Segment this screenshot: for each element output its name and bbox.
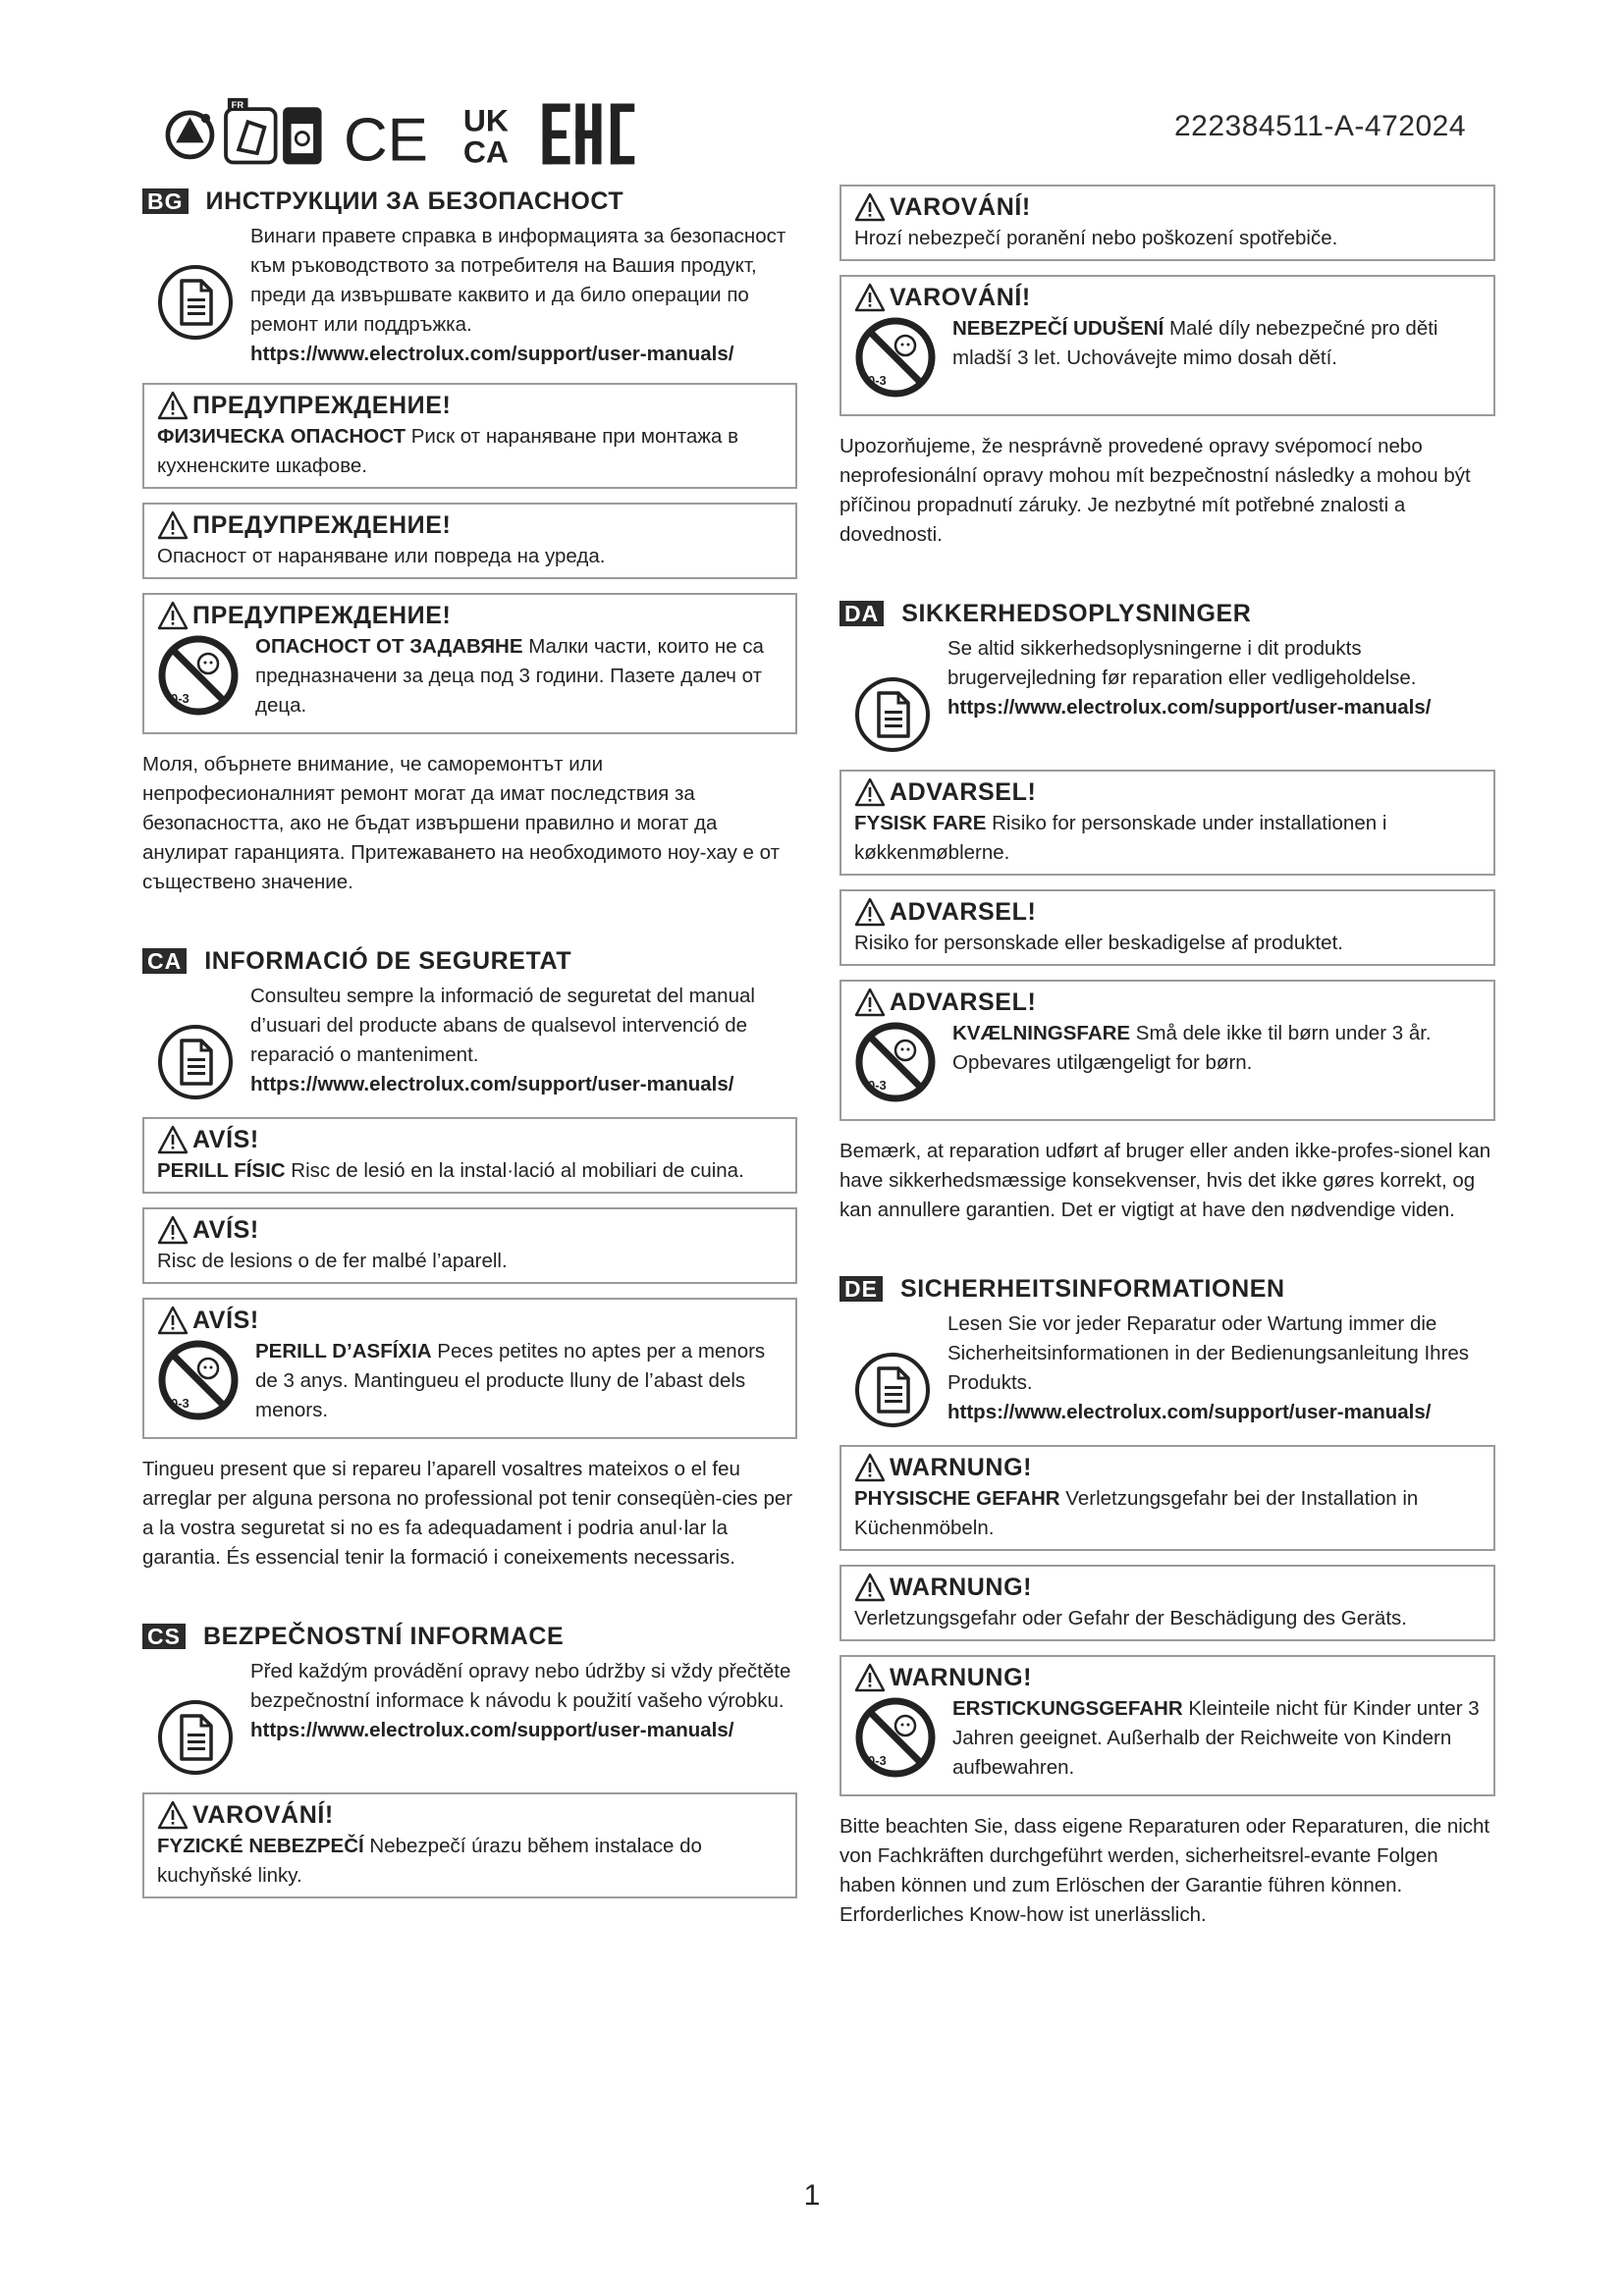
svg-text:0-3: 0-3 [171,1396,189,1411]
warning-text [157,1832,783,1891]
warning-title: ПРЕДУПРЕЖДЕНИЕ! [192,511,452,539]
warning-box [142,383,797,489]
warning-box [142,593,797,734]
warning-title: ADVARSEL! [890,778,1037,806]
warning-text [157,422,783,481]
warning-title: VAROVÁNÍ! [890,284,1031,311]
manual-text: Před každým provádění opravy nebo údržby si vždy přečtěte bezpečnostní informace k návodu k použití vašeho výrobku. [250,1660,791,1712]
svg-text:0-3: 0-3 [171,691,189,706]
warning-description: Kleinteile nicht für Kinder unter 3 Jahren geeignet. Außerhalb der Reichweite von Kindern aufbewahren. [952,1697,1480,1779]
manual-text: Se altid sikkerhedsoplysningerne i dit produkts brugervejledning før reparation eller vedligeholdelse. [947,637,1417,689]
warning-box [839,185,1495,261]
manual-document-icon [853,1351,932,1429]
warning-triangle-icon [157,1215,189,1245]
warning-description: Verletzungsgefahr bei der Installation in Küchenmöbeln. [854,1487,1419,1539]
manual-text: Lesen Sie vor jeder Reparatur oder Wartung immer die Sicherheitsinformationen in der Bedienungsanleitung Ihres Produkts. [947,1312,1470,1394]
warning-title: VAROVÁNÍ! [890,193,1031,221]
manual-reference [142,222,797,369]
manual-url-link[interactable]: https://www.electrolux.com/support/user-manuals/ [250,1073,734,1095]
warning-title: WARNUNG! [890,1454,1033,1481]
warning-description: Малки части, които не са предназначени за деца под 3 години. Пазете далеч от деца. [255,635,764,717]
warning-triangle-icon [157,1800,189,1830]
warning-triangle-icon [854,988,886,1017]
warning-hazard-label: NEBEZPEČÍ UDUŠENÍ [952,317,1164,340]
no-children-0-3-icon [157,1339,240,1421]
language-code: DA [839,601,884,626]
section-header-de [839,1272,1495,1306]
warning-hazard-label: PHYSISCHE GEFAHR [854,1487,1060,1510]
manual-reference [142,1657,797,1779]
section-header-cs [142,1620,797,1653]
warning-text: Risc de lesions o de fer malbé l’aparell. [157,1250,508,1272]
eac-mark-icon [543,104,635,165]
warning-box [142,1117,797,1194]
warning-box [839,980,1495,1121]
warning-hazard-label: FYSISK FARE [854,812,987,834]
warning-description: Риск от нараняване при монтажа в кухненските шкафове. [157,425,738,477]
warning-title: VAROVÁNÍ! [192,1801,334,1829]
manual-url-link[interactable]: https://www.electrolux.com/support/user-manuals/ [250,1719,734,1741]
page-number: 1 [803,2179,821,2212]
repair-note: Bitte beachten Sie, dass eigene Reparaturen oder Reparaturen, die nicht von Fachkräften durchgeführt werden, sicherheitsrel-evante Folgen haben können und zum Erlöschen der Garantie führen können. Erforderliches Know-how ist unerlässlich. [839,1815,1490,1926]
svg-text:0-3: 0-3 [868,1078,887,1093]
warning-description: Peces petites no aptes per a menors de 3 anys. Mantingueu el producte lluny de l’abast dels menors. [255,1340,766,1421]
left-column [142,185,797,1898]
warning-box [142,503,797,579]
warning-text [157,1156,783,1186]
manual-document-icon [853,675,932,754]
section-title: BEZPEČNOSTNÍ INFORMACE [202,1622,565,1650]
ce-mark: CE [344,106,428,170]
repair-note: Моля, обърнете внимание, че саморемонтът или непрофесионалният ремонт могат да имат последствия за безопасността, ако не бъдат извършени правилно и могат да анулират гаранцията. Притежаването на необходимото ноу-хау е от съществено значение. [142,753,780,893]
svg-text:0-3: 0-3 [868,373,887,388]
certification-marks [142,96,692,170]
right-column [839,185,1495,1977]
warning-triangle-icon [157,391,189,420]
section-title: SICHERHEITSINFORMATIONEN [899,1274,1285,1303]
warning-title: ADVARSEL! [890,898,1037,926]
warning-triangle-icon [854,777,886,807]
warning-box [839,1445,1495,1551]
manual-text: Consulteu sempre la informació de seguretat del manual d’usuari del producte abans de qualsevol intervenció de reparació o manteniment. [250,985,755,1066]
warning-title: AVÍS! [192,1216,259,1244]
warning-box [839,1565,1495,1641]
warning-text [854,1484,1481,1543]
manual-url-link[interactable]: https://www.electrolux.com/support/user-manuals/ [947,1401,1432,1423]
fr-sorting-info-icon [226,98,276,163]
warning-title: ПРЕДУПРЕЖДЕНИЕ! [192,602,452,629]
warning-hazard-label: KVÆLNINGSFARE [952,1022,1131,1044]
manual-document-icon [156,263,235,342]
svg-text:0-3: 0-3 [868,1753,887,1768]
manual-reference [839,634,1495,756]
warning-text: Verletzungsgefahr oder Gefahr der Beschädigung des Geräts. [854,1607,1407,1629]
warning-hazard-label: ОПАСНОСТ ОТ ЗАДАВЯНЕ [255,635,523,658]
warning-box [142,1298,797,1439]
recycle-symbol-icon [168,113,212,157]
manual-reference [142,982,797,1103]
warning-hazard-label: FYZICKÉ NEBEZPEČÍ [157,1835,364,1857]
warning-box [839,1655,1495,1796]
warning-triangle-icon [157,601,189,630]
section-header-bg [142,185,797,218]
warning-triangle-icon [854,1663,886,1692]
warning-box [142,1792,797,1898]
warning-title: WARNUNG! [890,1574,1033,1601]
weee-bin-icon [285,109,320,162]
manual-url-link[interactable]: https://www.electrolux.com/support/user-manuals/ [947,696,1432,719]
section-title: SIKKERHEDSOPLYSNINGER [901,599,1252,627]
warning-box [142,1207,797,1284]
warning-triangle-icon [854,897,886,927]
section-title: ИНСТРУКЦИИ ЗА БЕЗОПАСНОСТ [205,187,624,215]
warning-triangle-icon [854,1453,886,1482]
language-code: DE [839,1276,883,1302]
warning-title: AVÍS! [192,1307,259,1334]
warning-triangle-icon [854,192,886,222]
warning-title: ПРЕДУПРЕЖДЕНИЕ! [192,392,452,419]
warning-description: Risiko for personskade under installationen i køkkenmøblerne. [854,812,1387,864]
warning-text: Опасност от нараняване или повреда на уреда. [157,545,606,567]
section-header-ca [142,944,797,978]
warning-description: Risc de lesió en la instal·lació al mobiliari de cuina. [285,1159,744,1182]
warning-hazard-label: PERILL FÍSIC [157,1159,286,1182]
no-children-0-3-icon [854,316,937,399]
manual-document-icon [156,1023,235,1101]
warning-box [839,275,1495,416]
warning-text: Hrozí nebezpečí poranění nebo poškození spotřebiče. [854,227,1338,249]
no-children-0-3-icon [854,1696,937,1779]
warning-description: Malé díly nebezpečné pro děti mladší 3 let. Uchovávejte mimo dosah dětí. [952,317,1438,369]
warning-title: AVÍS! [192,1126,259,1153]
no-children-0-3-icon [157,634,240,717]
warning-triangle-icon [854,1573,886,1602]
warning-box [839,770,1495,876]
warning-description: Små dele ikke til børn under 3 år. Opbevares utilgængeligt for børn. [952,1022,1432,1074]
language-code: BG [142,188,189,214]
warning-triangle-icon [157,1125,189,1154]
manual-url-link[interactable]: https://www.electrolux.com/support/user-manuals/ [250,343,734,365]
section-header-da [839,597,1495,630]
warning-triangle-icon [157,510,189,540]
warning-box [839,889,1495,966]
warning-text [854,809,1481,868]
warning-hazard-label: ФИЗИЧЕСКА ОПАСНОСТ [157,425,406,448]
warning-hazard-label: PERILL D’ASFÍXIA [255,1340,432,1362]
document-code: 222384511-A-472024 [1174,110,1467,142]
warning-title: ADVARSEL! [890,988,1037,1016]
warning-triangle-icon [854,283,886,312]
repair-note: Bemærk, at reparation udført af bruger eller anden ikke-profes-sionel kan have sikkerhedsmæssige konsekvenser, hvis det ikke gøres korrekt, og kan annullere garantien. Det er vigtigt at have den nødvendige viden. [839,1140,1491,1221]
ca-mark: CA [462,133,509,170]
manual-document-icon [156,1698,235,1777]
manual-reference [839,1309,1495,1431]
manual-text: Винаги правете справка в информацията за безопасност към ръководството за потребителя на Вашия продукт, преди да извършвате каквито и да било операции по ремонт или поддръжка. [250,225,786,336]
warning-description: Nebezpečí úrazu během instalace do kuchyňské linky. [157,1835,702,1887]
language-code: CS [142,1624,186,1649]
no-children-0-3-icon [854,1021,937,1103]
warning-title: WARNUNG! [890,1664,1033,1691]
warning-hazard-label: ERSTICKUNGSGEFAHR [952,1697,1183,1720]
repair-note: Upozorňujeme, že nesprávně provedené opravy svépomocí nebo neprofesionální opravy mohou mít bezpečnostní následky a mohou být příčinou propadnutí záruky. Je nezbytné mít potřebné znalosti a dovednosti. [839,435,1471,546]
fr-label: FR [231,100,244,111]
repair-note: Tingueu present que si repareu l’aparell vosaltres mateixos o el feu arreglar per alguna persona no professional pot tenir conseqüèn-cies per a la vostra seguretat si no es fa adequadament i podria anul·lar la garantia. És essencial tenir la formació i coneixements necessaris. [142,1458,793,1569]
warning-text: Risiko for personskade eller beskadigelse af produktet. [854,932,1343,954]
section-title: INFORMACIÓ DE SEGURETAT [204,946,572,975]
uk-mark: UK [462,102,509,138]
language-code: CA [142,948,187,974]
warning-triangle-icon [157,1306,189,1335]
